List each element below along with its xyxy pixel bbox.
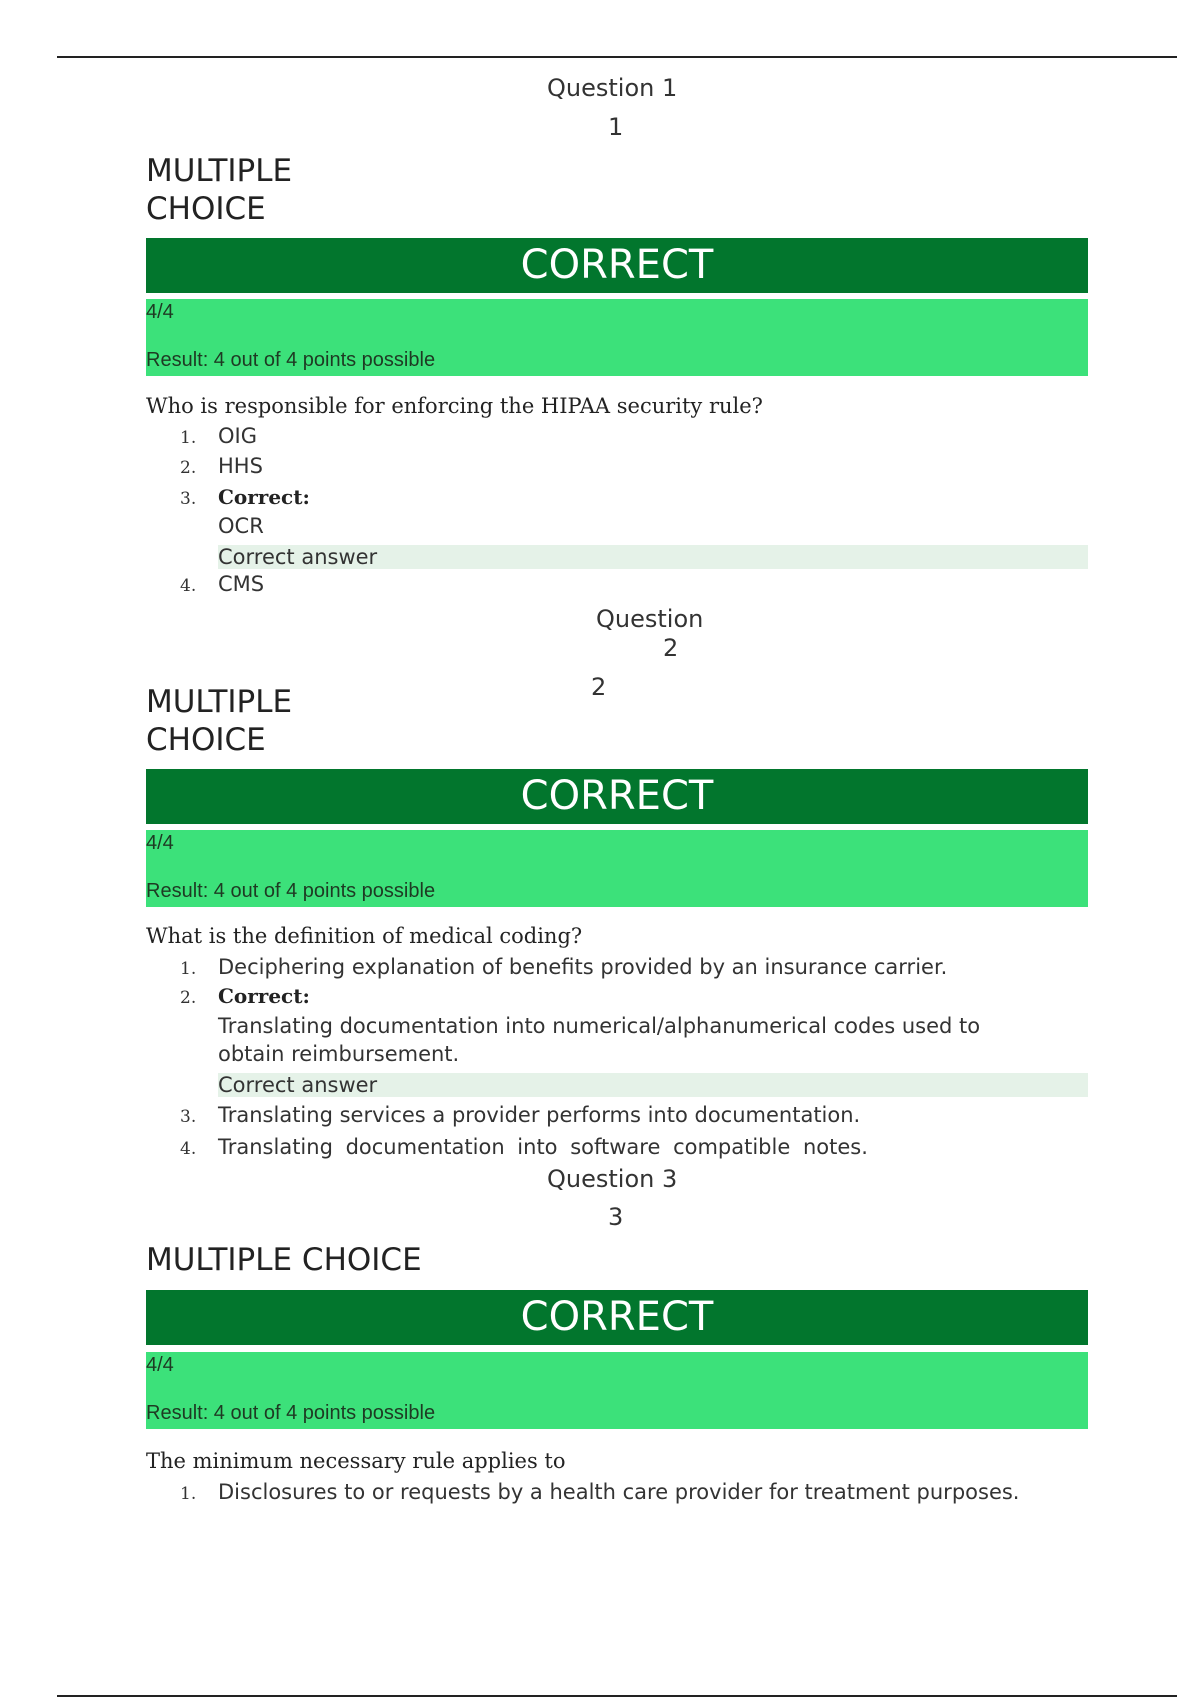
top-rule: [57, 56, 1177, 58]
question-2-result: Result: 4 out of 4 points possible: [146, 880, 436, 902]
question-3-status-banner: CORRECT: [146, 1290, 1088, 1345]
q1-correct-answer-marker: Correct answer: [218, 545, 1088, 569]
q2-option-2[interactable]: Translating documentation into numerical/alphanumerical codes used to obtain reimbursement.: [218, 1014, 981, 1066]
question-1-result: Result: 4 out of 4 points possible: [146, 349, 436, 371]
q2-correct-label: Correct:: [218, 984, 310, 1008]
q2-option-4[interactable]: Translating documentation into software compatible notes.: [218, 1135, 868, 1159]
q1-option-1-number: 1.: [180, 428, 197, 448]
question-2-points: 4/4: [146, 832, 174, 854]
question-2-title-number: 2: [663, 634, 679, 662]
q1-option-2-number: 2.: [180, 458, 197, 478]
question-2-type: MULTIPLE CHOICE: [146, 684, 293, 758]
q1-option-3-number: 3.: [180, 489, 197, 509]
q3-option-1[interactable]: Disclosures to or requests by a health care provider for treatment purposes.: [218, 1480, 1020, 1504]
q1-correct-label: Correct:: [218, 485, 310, 509]
q2-option-4-number: 4.: [180, 1139, 197, 1159]
q2-correct-answer-marker: Correct answer: [218, 1073, 1088, 1097]
q2-option-3[interactable]: Translating services a provider performs into documentation.: [218, 1103, 861, 1127]
q2-option-1-number: 1.: [180, 959, 197, 979]
question-2-prompt: What is the definition of medical coding?: [146, 924, 583, 948]
question-3-points: 4/4: [146, 1354, 174, 1376]
q2-option-2-number: 2.: [180, 988, 197, 1008]
question-3-score-box: [146, 1352, 1088, 1429]
question-1-title: Question 1: [547, 74, 678, 102]
q2-option-1[interactable]: Deciphering explanation of benefits provided by an insurance carrier.: [218, 955, 948, 979]
question-1-status-banner: CORRECT: [146, 238, 1088, 293]
q1-option-3[interactable]: OCR: [218, 514, 264, 538]
question-1-number: 1: [608, 113, 624, 141]
question-2-score-box: [146, 830, 1088, 907]
question-3-type: MULTIPLE CHOICE: [146, 1242, 422, 1278]
bottom-rule: [57, 1695, 1177, 1697]
question-2-title: Question: [596, 605, 704, 633]
question-3-title: Question 3: [547, 1165, 678, 1193]
question-2-status-banner: CORRECT: [146, 769, 1088, 824]
q1-option-4[interactable]: CMS: [218, 572, 265, 596]
question-1-type: MULTIPLE CHOICE: [146, 153, 293, 227]
q1-option-2[interactable]: HHS: [218, 454, 263, 478]
q1-option-4-number: 4.: [180, 576, 197, 596]
question-3-number: 3: [608, 1203, 624, 1231]
q3-option-1-number: 1.: [180, 1484, 197, 1504]
question-3-result: Result: 4 out of 4 points possible: [146, 1402, 436, 1424]
question-1-points: 4/4: [146, 301, 174, 323]
question-2-number: 2: [591, 673, 607, 701]
question-3-prompt: The minimum necessary rule applies to: [146, 1449, 566, 1473]
q1-option-1[interactable]: OIG: [218, 424, 257, 448]
question-1-score-box: [146, 299, 1088, 376]
q2-option-3-number: 3.: [180, 1107, 197, 1127]
question-1-prompt: Who is responsible for enforcing the HIPAA security rule?: [146, 394, 763, 418]
